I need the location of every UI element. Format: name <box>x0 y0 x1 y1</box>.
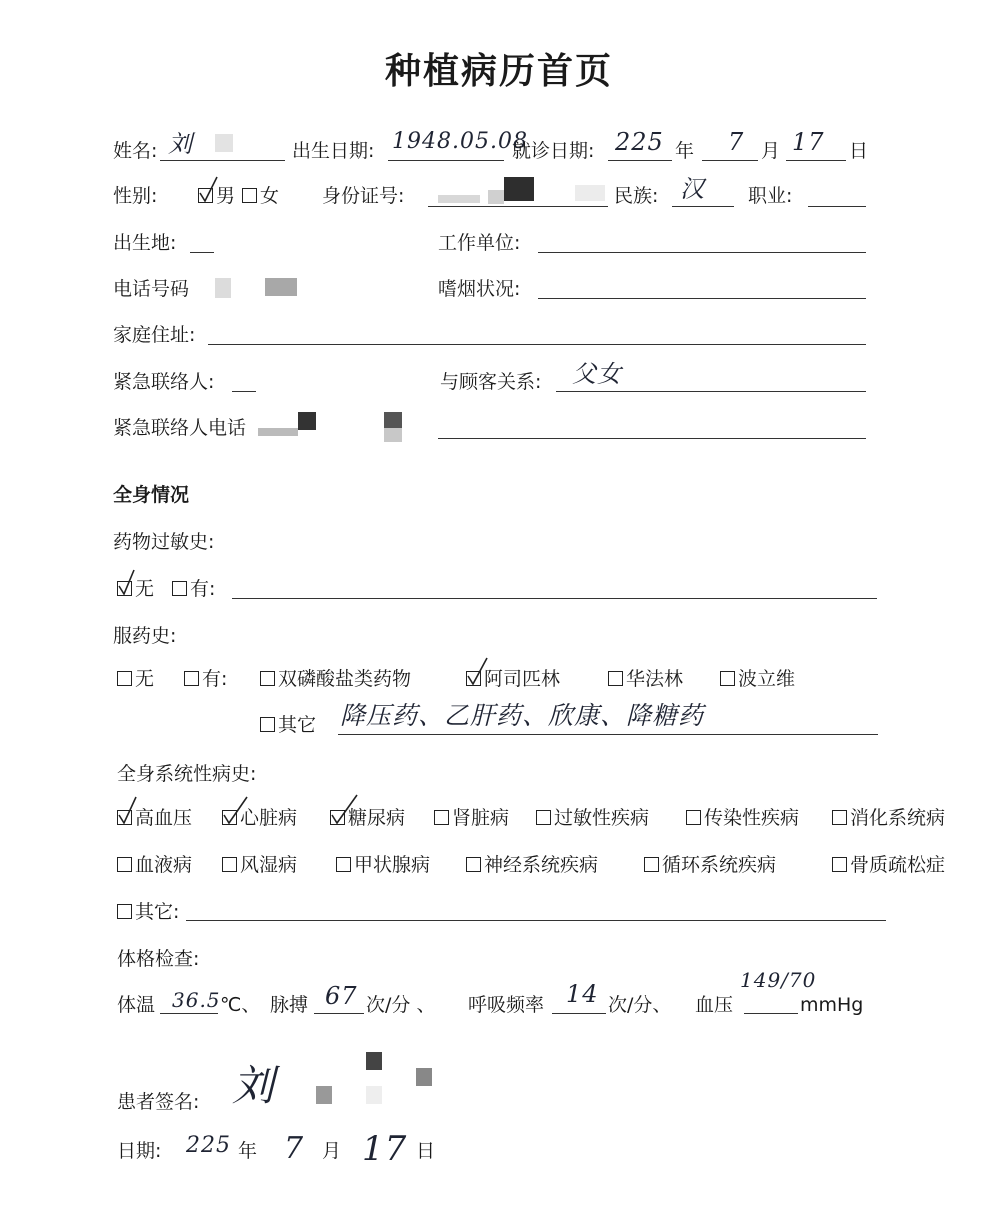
temp-value: 36.5 <box>172 988 221 1012</box>
med-option-text: 华法林 <box>626 668 684 690</box>
systemic-history-label: 全身系统性病史: <box>117 763 257 785</box>
exam-label: 体格检查: <box>117 948 200 970</box>
check-mark-icon <box>116 797 140 827</box>
allergy-none-checkbox[interactable] <box>117 581 132 596</box>
gender-male-option[interactable] <box>198 184 235 208</box>
emergency-contact-label: 紧急联络人: <box>113 371 215 393</box>
resp-unit: 次/分、 <box>608 994 672 1016</box>
signature-month: 7 <box>284 1131 305 1166</box>
disease-text: 甲状腺病 <box>354 854 431 876</box>
redaction-mosaic <box>366 1086 382 1104</box>
med-checkbox[interactable] <box>720 671 735 686</box>
birthplace-label: 出生地: <box>113 232 177 254</box>
resp-value: 14 <box>566 980 599 1008</box>
signature-month-unit: 月 <box>322 1140 342 1162</box>
redaction-mosaic <box>366 1052 382 1070</box>
emergency-contact-field[interactable] <box>232 391 256 392</box>
disease-kidney[interactable] <box>434 806 509 830</box>
signature-year-unit: 年 <box>238 1140 258 1162</box>
disease-checkbox[interactable] <box>117 857 132 872</box>
med-yes-text: 有: <box>202 668 228 690</box>
ethnicity-label: 民族: <box>614 185 659 207</box>
temp-label: 体温 <box>117 994 156 1016</box>
visit-day-field[interactable] <box>786 160 846 161</box>
med-option-text: 双磷酸盐类药物 <box>278 668 412 690</box>
visit-day-value: 17 <box>792 128 825 156</box>
disease-checkbox[interactable] <box>222 810 237 825</box>
med-other-text: 其它 <box>278 714 317 736</box>
allergy-yes-option[interactable] <box>172 577 215 601</box>
med-checkbox[interactable] <box>608 671 623 686</box>
year-unit: 年 <box>675 140 695 162</box>
allergy-yes-text: 有: <box>190 578 216 600</box>
disease-heart[interactable] <box>222 806 297 830</box>
birth-field[interactable] <box>388 160 504 161</box>
signature-year: 225 <box>186 1133 231 1158</box>
disease-text: 过敏性疾病 <box>554 807 650 829</box>
birth-value: 1948.05.08 <box>392 129 528 154</box>
disease-circulatory[interactable] <box>644 853 776 877</box>
check-mark-icon <box>465 658 489 688</box>
allergy-yes-checkbox[interactable] <box>172 581 187 596</box>
emergency-phone-field[interactable] <box>438 438 866 439</box>
disease-allergic[interactable] <box>536 806 649 830</box>
disease-text: 风湿病 <box>240 854 298 876</box>
pulse-value: 67 <box>325 982 358 1010</box>
disease-checkbox[interactable] <box>336 857 351 872</box>
disease-checkbox[interactable] <box>832 810 847 825</box>
med-none-option[interactable] <box>117 667 154 691</box>
gender-male-text: 男 <box>216 185 236 207</box>
day-unit: 日 <box>849 140 869 162</box>
workplace-field[interactable] <box>538 252 866 253</box>
med-yes-option[interactable] <box>184 667 227 691</box>
med-none-text: 无 <box>135 668 155 690</box>
allergy-none-text: 无 <box>135 578 155 600</box>
check-mark-icon <box>329 797 353 827</box>
signature-day: 17 <box>362 1129 408 1169</box>
bp-unit: mmHg <box>800 994 864 1016</box>
disease-other-text: 其它: <box>135 901 180 923</box>
signature-date-label: 日期: <box>117 1140 162 1162</box>
occupation-label: 职业: <box>748 185 793 207</box>
temp-unit: ℃、 <box>220 994 261 1016</box>
redaction-mosaic <box>298 412 316 430</box>
disease-diabetes[interactable] <box>330 806 405 830</box>
disease-thyroid[interactable] <box>336 853 430 877</box>
name-label: 姓名: <box>113 140 158 162</box>
disease-rheumatic[interactable] <box>222 853 297 877</box>
allergy-none-option[interactable] <box>117 577 154 601</box>
med-other-option[interactable] <box>260 713 316 737</box>
allergy-label: 药物过敏史: <box>113 531 215 553</box>
disease-checkbox[interactable] <box>644 857 659 872</box>
relation-field[interactable] <box>556 391 866 392</box>
redaction-mosaic <box>488 190 504 204</box>
emergency-phone-label: 紧急联络人电话 <box>113 417 247 439</box>
relation-label: 与顾客关系: <box>440 371 542 393</box>
pulse-unit: 次/分 、 <box>366 994 436 1016</box>
disease-text: 神经系统疾病 <box>484 854 599 876</box>
disease-text: 骨质疏松症 <box>850 854 946 876</box>
general-section-title: 全身情况 <box>113 484 190 506</box>
disease-checkbox[interactable] <box>434 810 449 825</box>
bp-value: 149/70 <box>740 968 817 992</box>
phone-label: 电话号码 <box>113 278 190 300</box>
gender-female-checkbox[interactable] <box>242 188 257 203</box>
med-other-value: 降压药、乙肝药、欣康、降糖药 <box>340 701 705 730</box>
disease-checkbox[interactable] <box>686 810 701 825</box>
temp-field[interactable] <box>160 1013 218 1014</box>
redaction-mosaic <box>384 412 402 428</box>
smoking-label: 嗜烟状况: <box>438 278 521 300</box>
relation-value: 父女 <box>572 360 622 388</box>
disease-text: 肾脏病 <box>452 807 510 829</box>
med-option-bisphosphonate[interactable] <box>260 667 411 691</box>
disease-text: 心脏病 <box>240 807 298 829</box>
medication-label: 服药史: <box>113 625 177 647</box>
check-mark-icon <box>116 568 140 598</box>
disease-hypertension[interactable] <box>117 806 192 830</box>
visit-year-field[interactable] <box>608 160 672 161</box>
med-other-field[interactable] <box>338 734 878 735</box>
birth-label: 出生日期: <box>292 140 375 162</box>
resp-label: 呼吸频率 <box>468 994 545 1016</box>
pulse-field[interactable] <box>314 1013 364 1014</box>
disease-text: 循环系统疾病 <box>662 854 777 876</box>
gender-label: 性别: <box>113 185 158 207</box>
check-mark-icon <box>221 797 245 827</box>
med-checkbox[interactable] <box>260 671 275 686</box>
redaction-mosaic <box>316 1086 332 1104</box>
disease-other-option[interactable] <box>117 900 179 924</box>
redaction-mosaic <box>215 134 233 152</box>
allergy-field[interactable] <box>232 598 877 599</box>
med-option-text: 波立维 <box>738 668 796 690</box>
disease-other-checkbox[interactable] <box>117 904 132 919</box>
id-label: 身份证号: <box>322 185 405 207</box>
disease-blood[interactable] <box>117 853 192 877</box>
disease-neuro[interactable] <box>466 853 598 877</box>
redaction-mosaic <box>215 278 231 298</box>
redaction-mosaic <box>265 278 297 296</box>
redaction-mosaic <box>258 428 298 436</box>
disease-checkbox[interactable] <box>832 857 847 872</box>
address-label: 家庭住址: <box>113 324 196 346</box>
redaction-mosaic <box>575 185 605 201</box>
pulse-label: 脉搏 <box>270 994 309 1016</box>
workplace-label: 工作单位: <box>438 232 521 254</box>
med-option-warfarin[interactable] <box>608 667 683 691</box>
med-other-checkbox[interactable] <box>260 717 275 732</box>
name-field[interactable] <box>160 160 285 161</box>
bp-label: 血压 <box>695 994 734 1016</box>
disease-digestive[interactable] <box>832 806 945 830</box>
bp-field[interactable] <box>744 1013 798 1014</box>
disease-checkbox[interactable] <box>117 810 132 825</box>
disease-other-field[interactable] <box>186 920 886 921</box>
ethnicity-field[interactable] <box>672 206 734 207</box>
med-none-checkbox[interactable] <box>117 671 132 686</box>
page-title: 种植病历首页 <box>385 51 614 92</box>
signature-value: 刘 <box>232 1061 276 1110</box>
disease-checkbox[interactable] <box>222 857 237 872</box>
address-field[interactable] <box>208 344 866 345</box>
name-value: 刘 <box>168 130 193 158</box>
gender-male-checkbox[interactable] <box>198 188 213 203</box>
signature-day-unit: 日 <box>416 1140 436 1162</box>
redaction-mosaic <box>438 195 480 203</box>
check-mark-icon <box>197 175 221 205</box>
med-option-aspirin[interactable] <box>466 667 560 691</box>
med-option-plavix[interactable] <box>720 667 795 691</box>
disease-checkbox[interactable] <box>330 810 345 825</box>
birthplace-field[interactable] <box>190 252 214 253</box>
redaction-mosaic <box>504 177 534 201</box>
disease-osteoporosis[interactable] <box>832 853 945 877</box>
resp-field[interactable] <box>552 1013 606 1014</box>
disease-text: 高血压 <box>135 807 193 829</box>
disease-text: 传染性疾病 <box>704 807 800 829</box>
disease-infectious[interactable] <box>686 806 799 830</box>
med-yes-checkbox[interactable] <box>184 671 199 686</box>
disease-checkbox[interactable] <box>536 810 551 825</box>
visit-month-field[interactable] <box>702 160 758 161</box>
gender-female-text: 女 <box>260 185 280 207</box>
med-option-text: 阿司匹林 <box>484 668 561 690</box>
redaction-mosaic <box>416 1068 432 1086</box>
ethnicity-value: 汉 <box>680 175 705 203</box>
smoking-field[interactable] <box>538 298 866 299</box>
occupation-field[interactable] <box>808 206 866 207</box>
month-unit: 月 <box>761 140 781 162</box>
med-checkbox[interactable] <box>466 671 481 686</box>
disease-text: 消化系统病 <box>850 807 946 829</box>
visit-month-value: 7 <box>728 128 745 156</box>
disease-text: 糖尿病 <box>348 807 406 829</box>
redaction-mosaic <box>384 428 402 442</box>
id-field[interactable] <box>428 206 608 207</box>
signature-label: 患者签名: <box>117 1091 200 1113</box>
gender-female-option[interactable] <box>242 184 279 208</box>
visit-year-value: 225 <box>615 128 664 156</box>
disease-text: 血液病 <box>135 854 193 876</box>
visit-date-label: 就诊日期: <box>512 140 595 162</box>
disease-checkbox[interactable] <box>466 857 481 872</box>
